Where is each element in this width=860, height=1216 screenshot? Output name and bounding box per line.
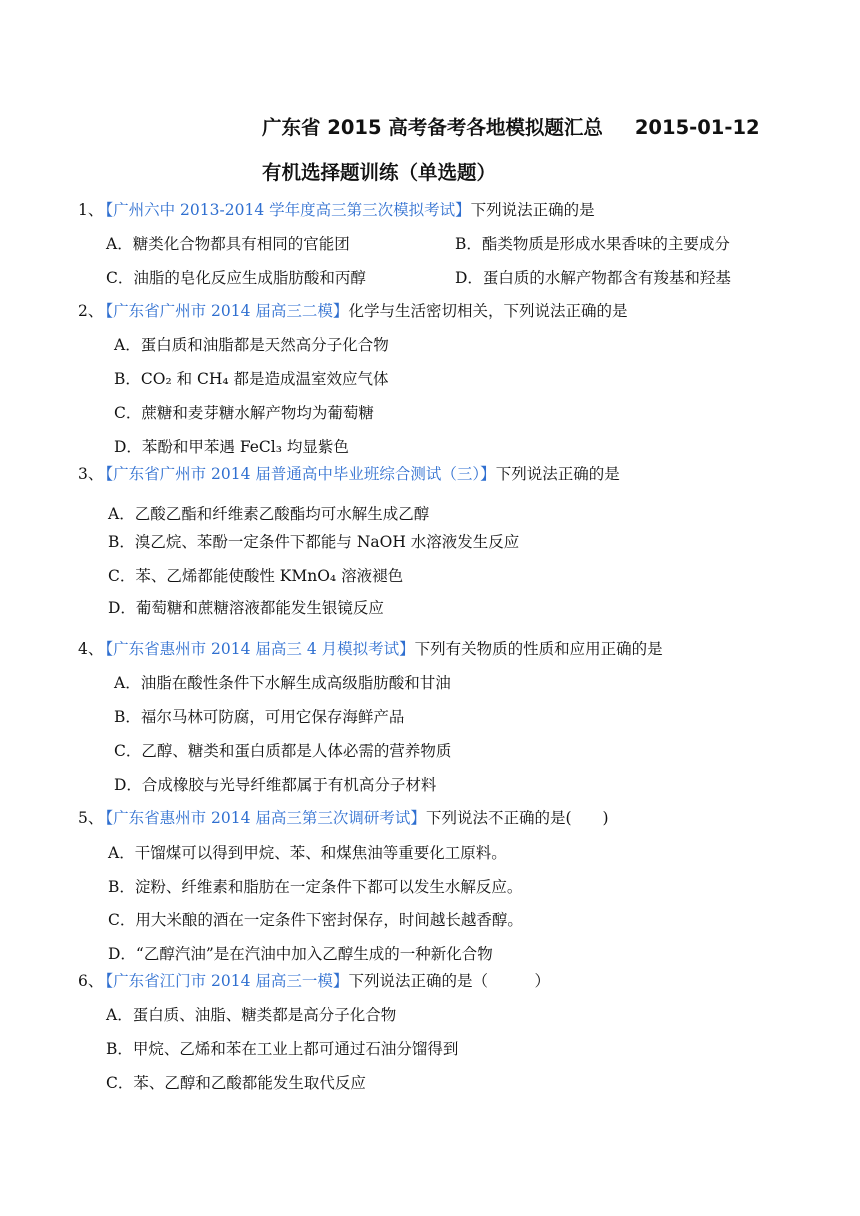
document-subtitle: 有机选择题训练（单选题） xyxy=(262,161,497,184)
title-date: 2015-01-12 xyxy=(634,116,760,139)
question-text: 下列说法正确的是（ ） xyxy=(348,972,550,990)
question-4-option-d: D．合成橡胶与光导纤维都属于有机高分子材料 xyxy=(114,776,437,794)
question-2-stem xyxy=(78,300,627,322)
question-number: 3、 xyxy=(78,465,104,483)
question-3-option-b: B．溴乙烷、苯酚一定条件下都能与 NaOH 水溶液发生反应 xyxy=(108,533,520,551)
question-2-option-d: D．苯酚和甲苯遇 FeCl₃ 均显紫色 xyxy=(114,438,349,456)
question-number: 5、 xyxy=(78,809,104,827)
question-3-option-d: D．葡萄糖和蔗糖溶液都能发生银镜反应 xyxy=(108,599,384,617)
question-text: 化学与生活密切相关，下列说法正确的是 xyxy=(348,302,628,320)
question-2-option-b: B．CO₂ 和 CH₄ 都是造成温室效应气体 xyxy=(114,370,389,388)
question-number: 4、 xyxy=(78,640,104,658)
question-4-option-c: C．乙醇、糖类和蛋白质都是人体必需的营养物质 xyxy=(114,742,452,760)
question-6-stem xyxy=(78,970,550,992)
question-source: 【广东省广州市 2014 届普通高中毕业班综合测试（三）】 xyxy=(105,465,496,483)
question-source: 【广州六中 2013-2014 学年度高三第三次模拟考试】 xyxy=(105,201,471,219)
question-source: 【广东省惠州市 2014 届高三第三次调研考试】 xyxy=(105,809,426,827)
question-text: 下列有关物质的性质和应用正确的是 xyxy=(414,640,663,658)
question-5-option-a: A．干馏煤可以得到甲烷、苯、和煤焦油等重要化工原料。 xyxy=(108,844,507,862)
question-5-option-b: B．淀粉、纤维素和脂肪在一定条件下都可以发生水解反应。 xyxy=(108,878,523,896)
question-4-option-b: B．福尔马林可防腐，可用它保存海鲜产品 xyxy=(114,708,405,726)
question-source: 【广东省江门市 2014 届高三一模】 xyxy=(105,972,349,990)
question-6-option-a: A．蛋白质、油脂、糖类都是高分子化合物 xyxy=(106,1006,397,1024)
question-1-option-a: A．糖类化合物都具有相同的官能团 xyxy=(106,235,350,253)
question-number: 6、 xyxy=(78,972,104,990)
question-1-option-c: C．油脂的皂化反应生成脂肪酸和丙醇 xyxy=(106,269,366,287)
question-1-option-d: D．蛋白质的水解产物都含有羧基和羟基 xyxy=(455,269,731,287)
question-source: 【广东省广州市 2014 届高三二模】 xyxy=(105,302,349,320)
question-6-option-b: B．甲烷、乙烯和苯在工业上都可通过石油分馏得到 xyxy=(106,1040,459,1058)
question-text: 下列说法正确的是 xyxy=(495,465,620,483)
question-source: 【广东省惠州市 2014 届高三 4 月模拟考试】 xyxy=(105,640,415,658)
document-title xyxy=(262,115,760,141)
question-1-option-b: B．酯类物质是形成水果香味的主要成分 xyxy=(455,235,730,253)
question-5-option-c: C．用大米酿的酒在一定条件下密封保存，时间越长越香醇。 xyxy=(108,911,523,929)
question-5-option-d: D．“乙醇汽油”是在汽油中加入乙醇生成的一种新化合物 xyxy=(108,945,493,963)
question-2-option-a: A．蛋白质和油脂都是天然高分子化合物 xyxy=(114,336,389,354)
question-text: 下列说法不正确的是( ) xyxy=(425,809,609,827)
question-1-stem xyxy=(78,199,595,221)
question-3-option-a: A．乙酸乙酯和纤维素乙酸酯均可水解生成乙醇 xyxy=(108,505,430,523)
question-number: 2、 xyxy=(78,302,104,320)
question-number: 1、 xyxy=(78,201,104,219)
title-text: 广东省 2015 高考备考各地模拟题汇总 xyxy=(262,116,603,139)
question-5-stem xyxy=(78,807,609,829)
question-3-stem xyxy=(78,463,620,485)
question-6-option-c: C．苯、乙醇和乙酸都能发生取代反应 xyxy=(106,1074,366,1092)
question-3-option-c: C．苯、乙烯都能使酸性 KMnO₄ 溶液褪色 xyxy=(108,567,404,585)
question-2-option-c: C．蔗糖和麦芽糖水解产物均为葡萄糖 xyxy=(114,404,374,422)
question-text: 下列说法正确的是 xyxy=(470,201,595,219)
question-4-stem xyxy=(78,638,663,660)
question-4-option-a: A．油脂在酸性条件下水解生成高级脂肪酸和甘油 xyxy=(114,674,451,692)
